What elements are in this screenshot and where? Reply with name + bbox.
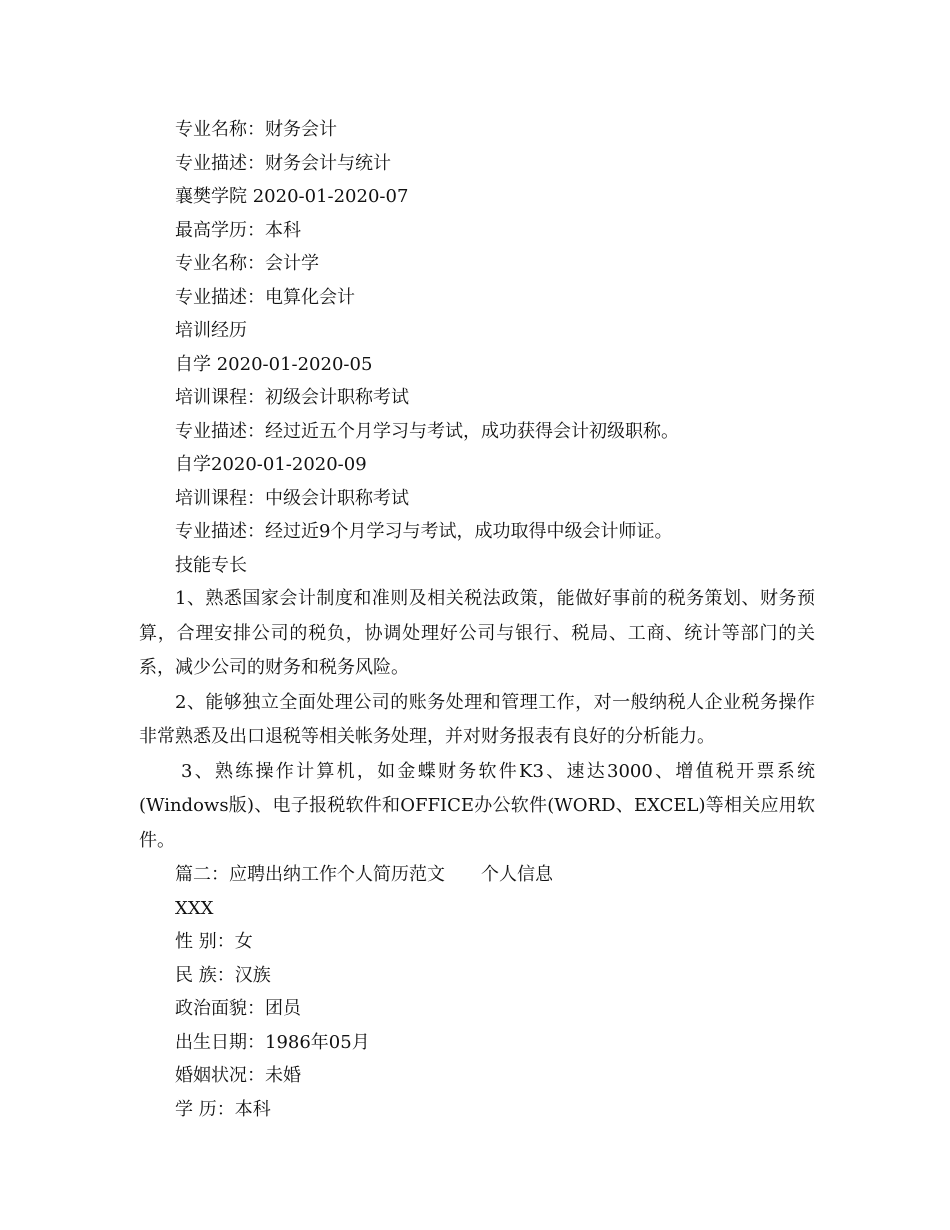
name-line: XXX: [175, 897, 214, 919]
text-line: 出生日期：1986年05月: [175, 1031, 370, 1053]
text-line: 专业描述：经过近9个月学习与考试，成功取得中级会计师证。: [175, 521, 673, 542]
text-line: 襄樊学院 2020-01-2020-07: [175, 186, 409, 207]
text-line: 婚姻状况：未婚: [175, 1065, 301, 1086]
text-line: 政治面貌：团员: [175, 998, 301, 1019]
section-title-main: 篇二：应聘出纳工作个人简历范文: [175, 864, 445, 885]
skill-paragraph: 3、熟练操作计算机，如金蝶财务软件K3、速达3000、增值税开票系统(Windows版)、电子报税软件和OFFICE办公软件(WORD、EXCEL)等相关应用软件。: [139, 760, 815, 851]
document-content: [139, 113, 815, 1126]
text-line: 民 族：汉族: [175, 964, 271, 986]
section-heading: 培训经历: [175, 320, 247, 341]
text-line: 自学 2020-01-2020-05: [175, 353, 373, 375]
skill-paragraph: 1、熟悉国家会计制度和准则及相关税法政策，能做好事前的税务策划、财务预算，合理安排公司的税负，协调处理好公司与银行、税局、工商、统计等部门的关系，减少公司的财务和税务风险。: [139, 588, 815, 678]
section-title-sub: 个人信息: [481, 864, 553, 885]
text-line: 自学2020-01-2020-09: [175, 454, 367, 475]
section-title: [175, 858, 815, 892]
text-line: 专业描述：财务会计与统计: [175, 152, 391, 174]
text-line: 培训课程：中级会计职称考试: [175, 487, 409, 509]
text-line: 专业描述：电算化会计: [175, 286, 355, 308]
section-heading: 技能专长: [175, 554, 247, 576]
text-line: 最高学历：本科: [175, 219, 301, 241]
text-line: 学 历：本科: [175, 1098, 271, 1120]
text-line: 专业描述：经过近五个月学习与考试，成功获得会计初级职称。: [175, 420, 679, 442]
text-line: 专业名称：财务会计: [175, 119, 337, 140]
text-line: 性 别：女: [175, 931, 253, 952]
text-line: 专业名称：会计学: [175, 253, 319, 274]
text-line: 培训课程：初级会计职称考试: [175, 387, 409, 408]
skill-paragraph: 2、能够独立全面处理公司的账务处理和管理工作，对一般纳税人企业税务操作非常熟悉及出口退税等相关帐务处理，并对财务报表有良好的分析能力。: [139, 691, 815, 747]
